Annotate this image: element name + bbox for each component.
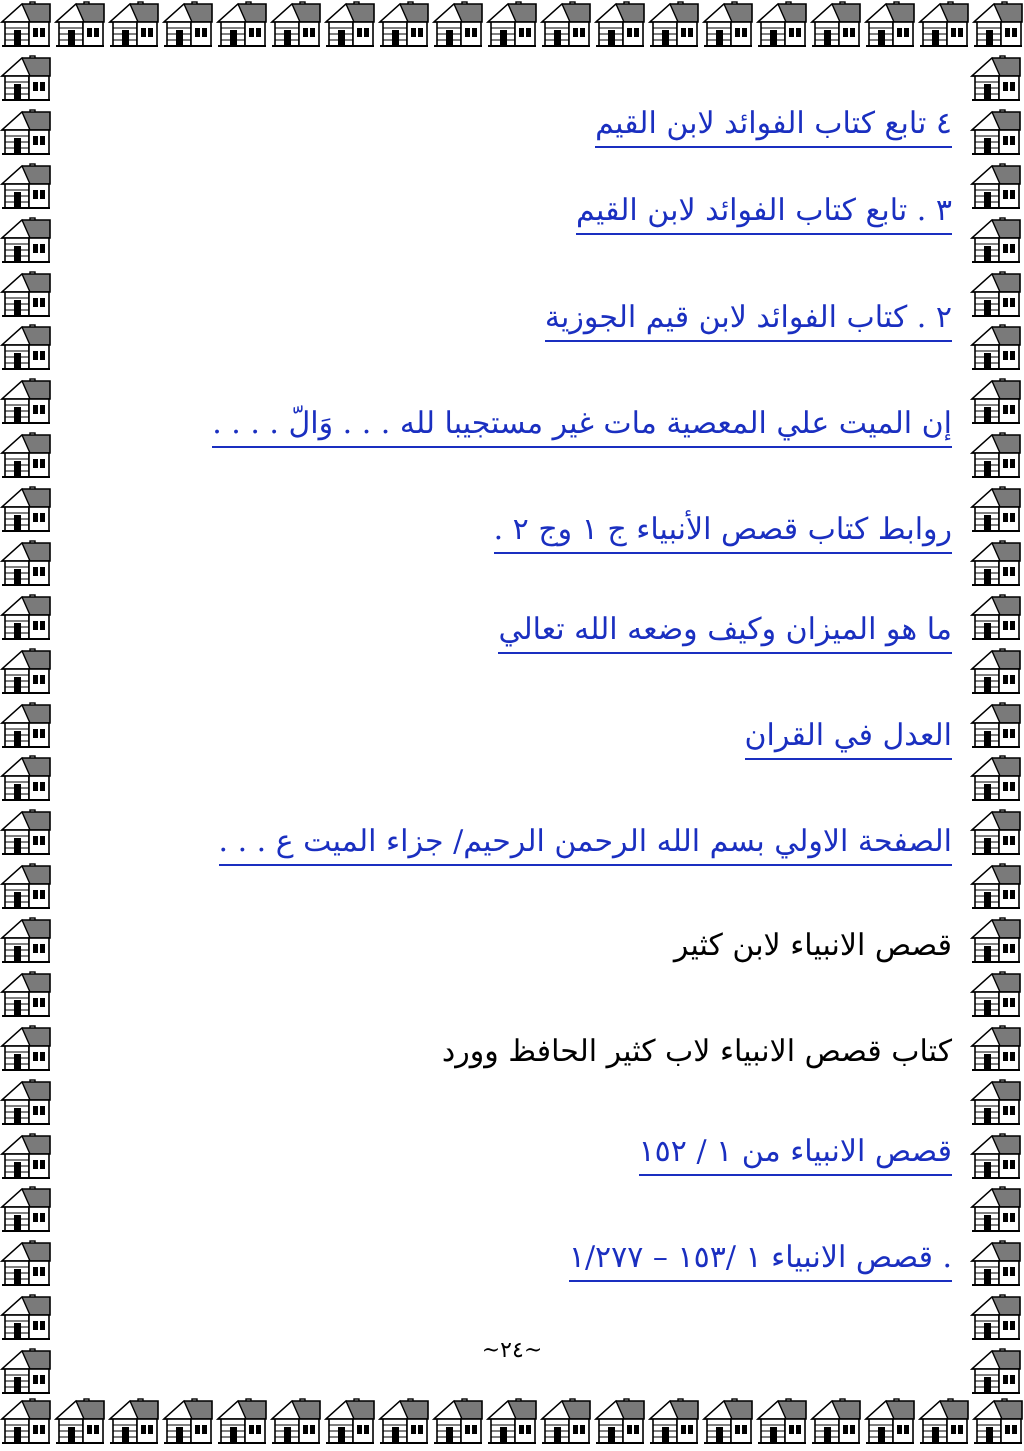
house-icon — [970, 108, 1022, 158]
house-icon — [756, 1397, 808, 1447]
house-icon — [0, 970, 52, 1020]
border-left — [0, 54, 54, 1397]
house-icon — [0, 0, 52, 50]
house-icon — [0, 162, 52, 212]
house-icon — [324, 0, 376, 50]
house-icon — [864, 0, 916, 50]
house-icon — [378, 1397, 430, 1447]
house-icon — [0, 54, 52, 104]
link-item[interactable]: . قصص الانبياء ١ /١٥٣ – ١/٢٧٧ — [569, 1238, 952, 1282]
link-item[interactable]: روابط كتاب قصص الأنبياء ج ١ وج ٢ . — [494, 510, 952, 554]
house-icon — [162, 1397, 214, 1447]
house-icon — [970, 323, 1022, 373]
house-icon — [486, 0, 538, 50]
house-icon — [540, 1397, 592, 1447]
border-top — [0, 0, 1024, 54]
house-icon — [0, 1397, 52, 1447]
house-icon — [970, 647, 1022, 697]
house-icon — [810, 0, 862, 50]
house-icon — [0, 431, 52, 481]
house-icon — [648, 0, 700, 50]
house-icon — [54, 1397, 106, 1447]
house-icon — [970, 862, 1022, 912]
house-icon — [432, 0, 484, 50]
house-icon — [970, 754, 1022, 804]
link-item[interactable]: العدل في القران — [745, 716, 952, 760]
house-icon — [970, 1024, 1022, 1074]
house-icon — [54, 0, 106, 50]
border-right — [970, 54, 1024, 1397]
link-item[interactable]: ٣ . تابع كتاب الفوائد لابن القيم — [576, 191, 952, 235]
house-icon — [324, 1397, 376, 1447]
page-number: ~٢٤~ — [481, 1338, 543, 1363]
house-icon — [970, 701, 1022, 751]
link-item[interactable]: قصص الانبياء من ١ / ١٥٢ — [639, 1132, 952, 1176]
link-item[interactable]: الصفحة الاولي بسم الله الرحمن الرحيم/ جزاء الميت ع . . . — [219, 822, 953, 866]
house-icon — [108, 0, 160, 50]
house-icon — [0, 323, 52, 373]
house-icon — [970, 1293, 1022, 1343]
link-item[interactable]: إن الميت علي المعصية مات غير مستجيبا لله . . . وَالّ . . . . — [212, 404, 952, 448]
house-icon — [594, 0, 646, 50]
house-icon — [0, 377, 52, 427]
house-icon — [970, 1185, 1022, 1235]
house-icon — [970, 485, 1022, 535]
house-icon — [970, 539, 1022, 589]
list-item: قصص الانبياء لابن كثير — [673, 928, 952, 963]
house-icon — [0, 916, 52, 966]
border-bottom — [0, 1397, 1024, 1451]
house-icon — [270, 1397, 322, 1447]
house-icon — [0, 270, 52, 320]
house-icon — [918, 1397, 970, 1447]
house-icon — [864, 1397, 916, 1447]
house-icon — [970, 1132, 1022, 1182]
house-icon — [970, 431, 1022, 481]
house-icon — [0, 216, 52, 266]
list-item: كتاب قصص الانبياء لاب كثير الحافظ وورد — [441, 1034, 952, 1069]
house-icon — [594, 1397, 646, 1447]
house-icon — [970, 970, 1022, 1020]
house-icon — [756, 0, 808, 50]
house-icon — [0, 1078, 52, 1128]
house-icon — [0, 862, 52, 912]
house-icon — [0, 701, 52, 751]
house-icon — [378, 0, 430, 50]
house-icon — [0, 593, 52, 643]
house-icon — [970, 916, 1022, 966]
link-item[interactable]: ٢ . كتاب الفوائد لابن قيم الجوزية — [545, 298, 952, 342]
house-icon — [970, 377, 1022, 427]
house-icon — [0, 108, 52, 158]
house-icon — [972, 1397, 1024, 1447]
house-icon — [810, 1397, 862, 1447]
house-icon — [162, 0, 214, 50]
house-icon — [270, 0, 322, 50]
house-icon — [486, 1397, 538, 1447]
house-icon — [970, 808, 1022, 858]
house-icon — [970, 162, 1022, 212]
house-icon — [0, 1239, 52, 1289]
house-icon — [216, 0, 268, 50]
house-icon — [0, 754, 52, 804]
house-icon — [970, 1239, 1022, 1289]
house-icon — [702, 1397, 754, 1447]
house-icon — [970, 270, 1022, 320]
house-icon — [970, 216, 1022, 266]
house-icon — [0, 485, 52, 535]
house-icon — [0, 1132, 52, 1182]
house-icon — [0, 1024, 52, 1074]
house-icon — [0, 647, 52, 697]
house-icon — [970, 593, 1022, 643]
house-icon — [108, 1397, 160, 1447]
house-icon — [918, 0, 970, 50]
house-icon — [0, 539, 52, 589]
house-icon — [972, 0, 1024, 50]
link-item[interactable]: ٤ تابع كتاب الفوائد لابن القيم — [595, 104, 952, 148]
house-icon — [0, 808, 52, 858]
house-icon — [970, 1078, 1022, 1128]
house-icon — [0, 1293, 52, 1343]
house-icon — [702, 0, 754, 50]
house-icon — [648, 1397, 700, 1447]
house-icon — [540, 0, 592, 50]
link-item[interactable]: ما هو الميزان وكيف وضعه الله تعالي — [498, 610, 952, 654]
house-icon — [216, 1397, 268, 1447]
house-icon — [0, 1185, 52, 1235]
house-icon — [970, 54, 1022, 104]
house-icon — [432, 1397, 484, 1447]
